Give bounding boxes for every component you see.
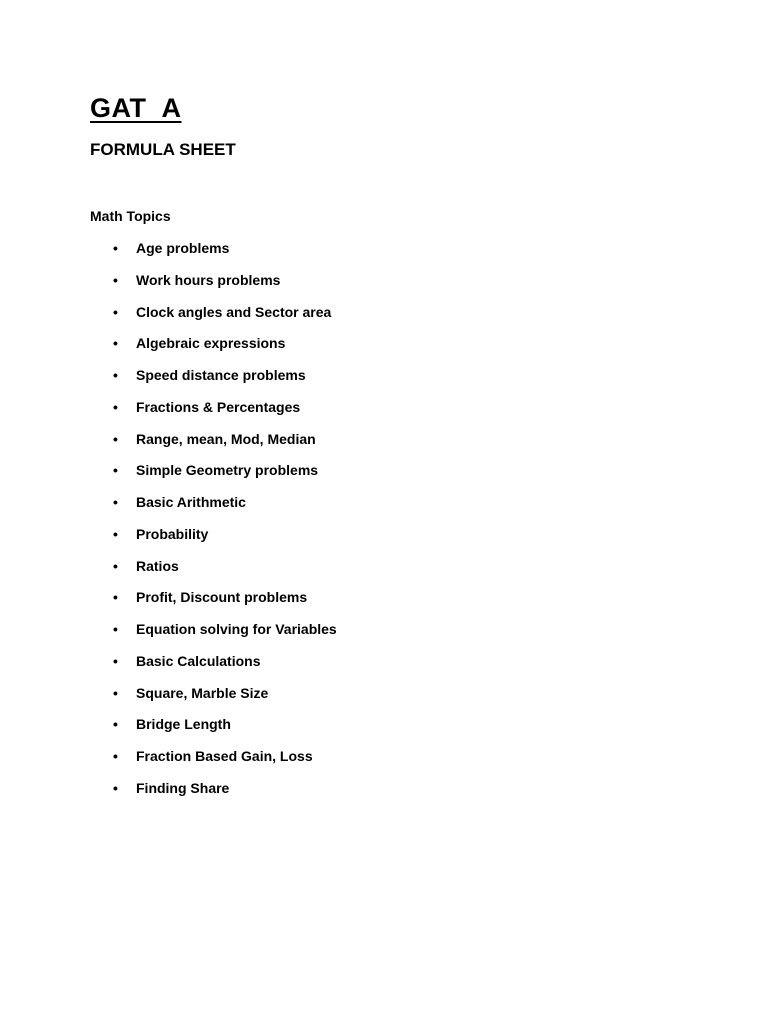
topic-label: Basic Arithmetic <box>136 494 246 510</box>
document-subtitle: FORMULA SHEET <box>90 140 236 159</box>
topic-label: Bridge Length <box>136 716 231 733</box>
topic-label: Profit, Discount problems <box>136 589 308 606</box>
bullet-icon: • <box>113 271 118 288</box>
topic-label: Ratios <box>136 557 179 574</box>
topic-label: Algebraic expressions <box>136 335 286 352</box>
bullet-icon: • <box>113 716 118 733</box>
topic-label: Finding Share <box>136 779 230 796</box>
topic-label: Equation solving for Variables <box>136 621 337 637</box>
bullet-icon: • <box>113 748 118 764</box>
topic-label: Work hours problems <box>136 271 281 288</box>
topic-label: Simple Geometry problems <box>136 462 319 479</box>
topic-label: Speed distance problems <box>136 367 306 383</box>
bullet-icon: • <box>113 303 118 320</box>
topic-label: Basic Calculations <box>136 652 261 669</box>
section-heading: Math Topics <box>90 208 171 224</box>
bullet-icon: • <box>113 430 118 447</box>
bullet-icon: • <box>113 589 118 606</box>
bullet-icon: • <box>113 240 118 256</box>
bullet-icon: • <box>113 398 118 415</box>
topic-label: Age problems <box>136 240 230 256</box>
bullet-icon: • <box>113 652 118 669</box>
bullet-icon: • <box>113 684 118 701</box>
bullet-icon: • <box>113 779 118 796</box>
bullet-icon: • <box>113 335 118 352</box>
topic-label: Fraction Based Gain, Loss <box>136 748 313 764</box>
bullet-icon: • <box>113 621 118 637</box>
bullet-icon: • <box>113 367 118 383</box>
bullet-icon: • <box>113 525 118 542</box>
bullet-icon: • <box>113 462 118 479</box>
topic-label: Range, mean, Mod, Median <box>136 430 316 447</box>
topic-label: Square, Marble Size <box>136 684 269 701</box>
topic-label: Probability <box>136 525 209 542</box>
topic-label: Fractions & Percentages <box>136 398 301 415</box>
bullet-icon: • <box>113 494 118 510</box>
bullet-icon: • <box>113 557 118 574</box>
document-title: GAT A <box>90 93 182 123</box>
topic-label: Clock angles and Sector area <box>136 303 332 320</box>
